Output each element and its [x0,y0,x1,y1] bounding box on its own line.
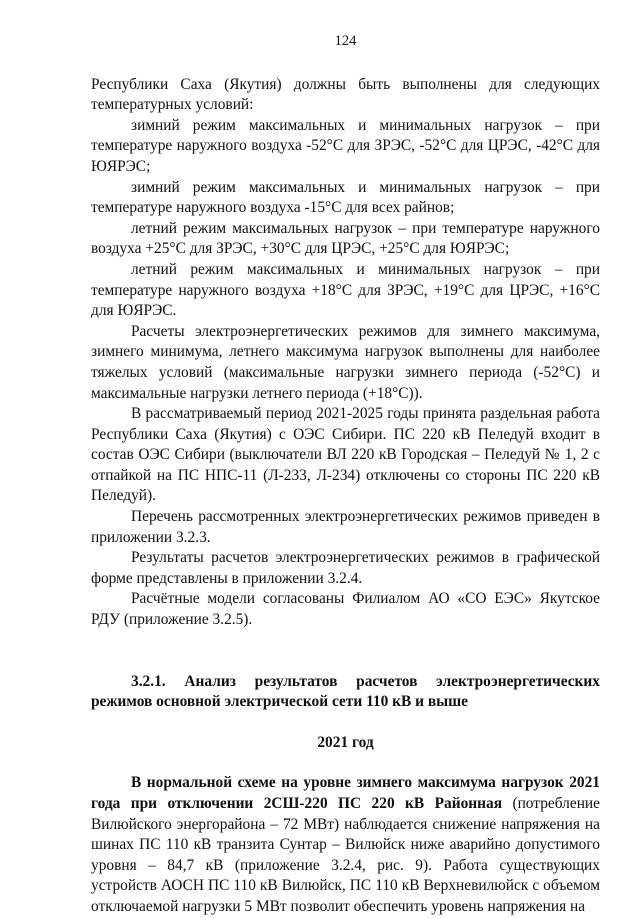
page-number: 124 [334,33,357,49]
paragraph-models-agreed: Расчётные модели согласованы Филиалом АО «СО ЕЭС» Якутское РДУ (приложение 3.2.5). [91,590,600,629]
paragraph-modes-list: Перечень рассмотренных электроэнергетических режимов приведен в приложении 3.2.3. [91,508,600,546]
paragraph-winter-extreme: зимний режим максимальных и минимальных нагрузок – при температуре наружного воздуха -52°С для ЗРЭС, -52°С для ЦРЭС, -42°С для ЮЯРЭС; [91,116,600,175]
year-heading: 2021 год [317,733,374,751]
paragraph-results-graphic: Результаты расчетов электроэнергетических режимов в графической форме представлены в приложении 3.2.4. [91,549,600,587]
paragraph-summer-max: летний режим максимальных нагрузок – при температуре наружного воздуха +25°С для ЗРЭС, +30°С для ЦРЭС, +25°С для ЮЯРЭС; [91,219,600,258]
paragraph-normal-scheme-text: (потребление Вилюйского энергорайона – 72 МВт) наблюдается снижение напряжения на шинах ПС 110 кВ транзита Сунтар – Вилюйск ниже аварийно допустимого уровня – 84,7 кВ (приложение 3.2.4, рис. 9). Работа существующих устройств АОСН ПС 110 кВ Вилюйск, ПС 110 кВ Верхневилюйск с объемом отключаемой нагрузки 5 МВт позволит обеспечить уровень напряжения на [91,795,601,915]
paragraph-intro: Республики Саха (Якутия) должны быть выполнены для следующих температурных условий: [91,75,600,114]
paragraph-normal-scheme-bold: В нормальной схеме на уровне зимнего максимума нагрузок 2021 года при отключении 2СШ-220 ПС 220 кВ Районная [91,774,600,812]
paragraph-normal-scheme [91,773,600,917]
section-heading: 3.2.1. Анализ результатов расчетов электроэнергетических режимов основной электрической сети 110 кВ и выше [91,672,600,711]
paragraph-winter-minus15: зимний режим максимальных и минимальных нагрузок – при температуре наружного воздуха -15°С для всех райнов; [91,178,600,217]
paragraph-separate-operation: В рассматриваемый период 2021-2025 годы принята раздельная работа Республики Саха (Якутия) с ОЭС Сибири. ПС 220 кВ Пеледуй входит в состав ОЭС Сибири (выключатели ВЛ 220 кВ Городская – Пеледуй № 1, 2 с отпайкой на ПС НПС-11 (Л-233, Л-234) отключены со стороны ПС 220 кВ Пеледуй). [91,405,600,505]
paragraph-calculations: Расчеты электроэнергетических режимов для зимнего максимума, зимнего минимума, летнего максимума нагрузок выполнены для наиболее тяжелых условий (максимальные нагрузки зимнего периода (-52°С) и максимальные нагрузки летнего периода (+18°С)). [91,322,600,402]
paragraph-summer-max-min: летний режим максимальных и минимальных нагрузок – при температуре наружного воздуха +18°С для ЗРЭС, +19°С для ЦРЭС, +16°С для ЮЯРЭС. [91,260,600,320]
